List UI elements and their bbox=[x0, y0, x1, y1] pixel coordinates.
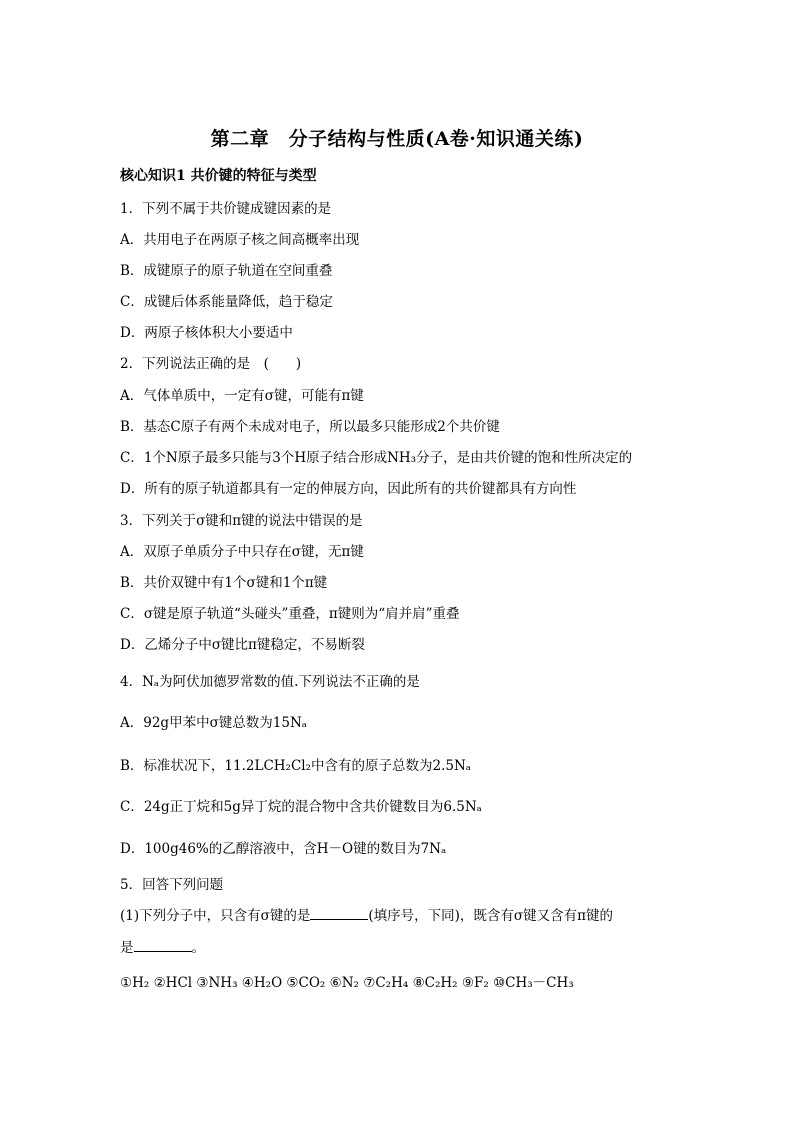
question-5: 5．回答下列问题 bbox=[120, 877, 224, 893]
q1-option-a: A．共用电子在两原子核之间高概率出现 bbox=[120, 232, 360, 248]
q5-part1-line2 bbox=[120, 936, 205, 956]
answer-blank-2[interactable] bbox=[134, 939, 192, 952]
question-3: 3．下列关于σ键和π键的说法中错误的是 bbox=[120, 513, 363, 529]
section-heading: 核心知识1 共价键的特征与类型 bbox=[120, 168, 317, 184]
q3-option-b: B．共价双键中有1个σ键和1个π键 bbox=[120, 575, 328, 591]
q1-option-d: D．两原子核体积大小要适中 bbox=[120, 325, 293, 341]
q2-option-b: B．基态C原子有两个未成对电子，所以最多只能形成2个共价键 bbox=[120, 419, 500, 435]
q1-option-c: C．成键后体系能量降低，趋于稳定 bbox=[120, 294, 333, 310]
q2-option-d: D．所有的原子轨道都具有一定的伸展方向，因此所有的共价键都具有方向性 bbox=[120, 481, 577, 497]
q2-option-c: C．1个N原子最多只能与3个H原子结合形成NH₃分子，是由共价键的饱和性所决定的 bbox=[120, 450, 633, 466]
q2-option-a: A．气体单质中，一定有σ键，可能有π键 bbox=[120, 388, 364, 404]
q4-option-b: B．标准状况下，11.2LCH₂Cl₂中含有的原子总数为2.5Nₐ bbox=[120, 758, 472, 774]
q4-option-d: D．100g46%的乙醇溶液中，含H－O键的数目为7Nₐ bbox=[120, 841, 447, 857]
q5-part1-line1 bbox=[120, 904, 613, 924]
q1-option-b: B．成键原子的原子轨道在空间重叠 bbox=[120, 263, 333, 279]
q4-option-c: C．24g正丁烷和5g异丁烷的混合物中含共价键数目为6.5Nₐ bbox=[120, 799, 482, 815]
molecule-list: ①H₂ ②HCl ③NH₃ ④H₂O ⑤CO₂ ⑥N₂ ⑦C₂H₄ ⑧C₂H₂ ⑨F₂ ⑩CH₃－CH₃ bbox=[120, 975, 574, 991]
q5-part1-text-b: (填序号，下同)，既含有σ键又含有π键的 bbox=[368, 908, 613, 924]
q5-part1-end: 。 bbox=[191, 940, 205, 956]
answer-blank-1[interactable] bbox=[310, 907, 368, 920]
question-2: 2．下列说法正确的是 ( ) bbox=[120, 356, 302, 372]
page-title: 第二章 分子结构与性质(A卷·知识通关练) bbox=[210, 128, 584, 150]
question-4: 4．Nₐ为阿伏加德罗常数的值.下列说法不正确的是 bbox=[120, 674, 420, 690]
q5-part1-text-a: (1)下列分子中，只含有σ键的是 bbox=[120, 908, 311, 924]
q3-option-c: C．σ键是原子轨道“头碰头”重叠，π键则为“肩并肩”重叠 bbox=[120, 606, 460, 622]
q5-part1-text-c: 是 bbox=[120, 940, 134, 956]
question-1: 1．下列不属于共价键成键因素的是 bbox=[120, 201, 332, 217]
q3-option-a: A．双原子单质分子中只存在σ键，无π键 bbox=[120, 544, 364, 560]
q3-option-d: D．乙烯分子中σ键比π键稳定，不易断裂 bbox=[120, 637, 365, 653]
q4-option-a: A．92g甲苯中σ键总数为15Nₐ bbox=[120, 715, 307, 731]
